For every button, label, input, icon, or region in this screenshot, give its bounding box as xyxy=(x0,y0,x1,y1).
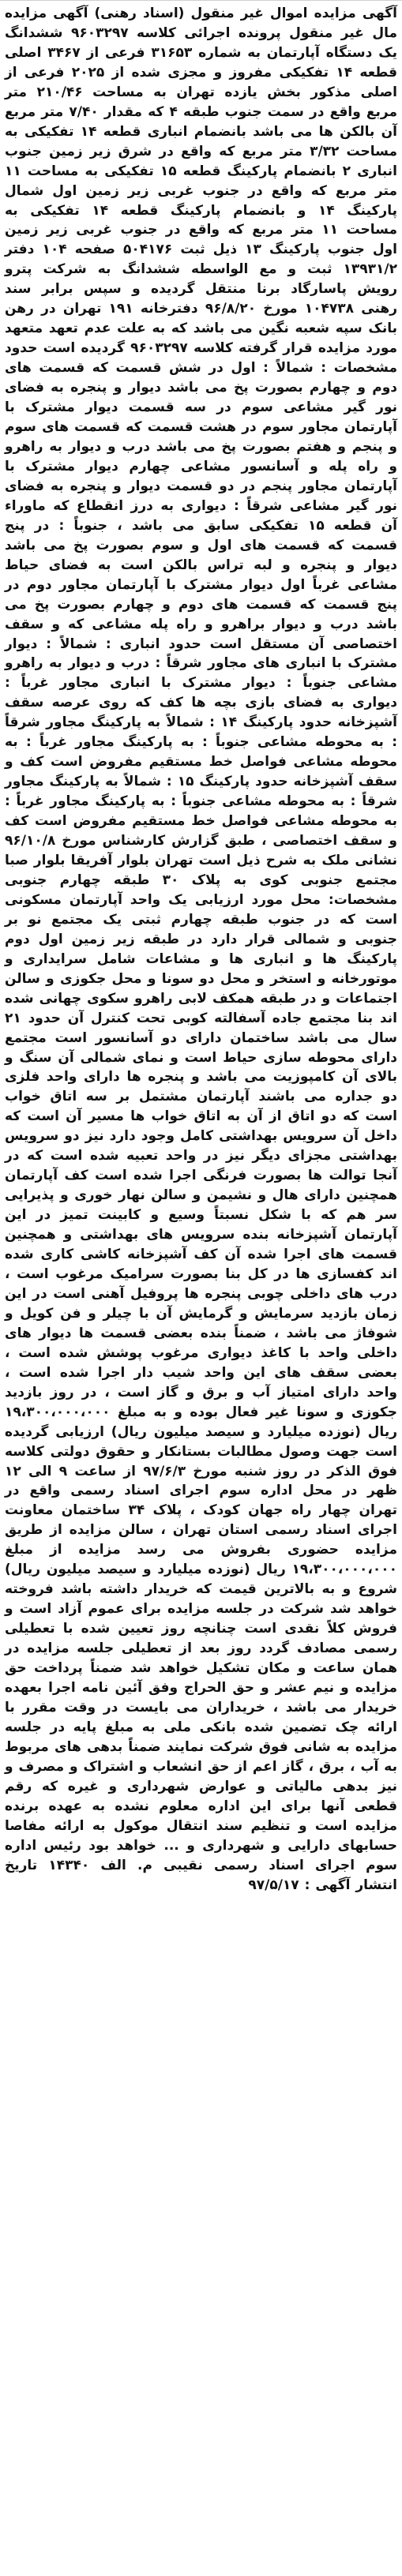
notice-body-text: آگهی مزایده اموال غیر منقول (اسناد رهنی) آگهی مزایده مال غیر منقول پرونده اجرائی کلاسه ۹۶۰۳۲۹۷ ششدانگ یک دستگاه آپارتمان به شماره ۳۱۶۵۳ فرعی از ۳۴۶۷ اصلی قطعه ۱۴ تفکیکی مفروز و مجزی شده از ۲۰۲۵ فرعی از اصلی مذکور بخش یازده تهران به مساحت ۲۱۰/۴۶ متر مربع واقع در سمت جنوب طبقه ۴ که مقدار ۷/۴۰ متر مربع آن بالکن ها می باشد بانضمام انباری قطعه ۱۴ تفکیکی به مساحت ۳/۳۲ متر مربع که واقع در شرق زیر زمین جنوب انباری ۲ بانضمام پارکینگ قطعه ۱۵ تفکیکی به مساحت ۱۱ متر مربع که واقع در جنوب غربی زیر زمین اول شمال پارکینگ ۱۴ و بانضمام پارکینگ قطعه ۱۴ تفکیکی به مساحت ۱۱ متر مربع که واقع در جنوب غربی زیر زمین اول جنوب پارکینگ ۱۳ ذیل ثبت ۵۰۴۱۷۶ صفحه ۱۰۴ دفتر ۱۳۹۳۱/۲ ثبت و مع الواسطه ششدانگ به شرکت پترو رویش پاسارگاد برنا منتقل گردیده و سپس برابر سند رهنی ۱۰۴۷۳۸ مورخ ۹۶/۸/۲۰ دفترخانه ۱۹۱ تهران در رهن بانک سپه شعبه نگین می باشد که به علت عدم تعهد متعهد مورد مزایده قرار گرفته کلاسه ۹۶۰۳۲۹۷ گردیده است حدود مشخصات : شمالاً : اول در شش قسمت که قسمت های دوم و چهارم بصورت پخ می باشد دیوار و پنجره به فضای نور گیر مشاعی سوم در سه قسمت دیوار مشترک با آپارتمان مجاور سوم در هشت قسمت که قسمت های سوم و پنجم و هفتم بصورت پخ می باشد درب و دیوار به راهرو و راه پله و آسانسور مشاعی چهارم دیوار مشترک با آپارتمان مجاور پنجم در دو قسمت دیوار و پنجره به فضای نور گیر مشاعی شرقاً : دیواری به درز انقطاع که ماوراء آن قطعه ۱۵ تفکیکی سابق می باشد ، جنوباً : در پنج قسمت که قسمت های اول و سوم بصورت پخ می باشد دیوار و پنجره و لبه تراس بالکن است به فضای حیاط مشاعی غرباً اول دیوار مشترک با آپارتمان مجاور دوم در پنج قسمت که قسمت های دوم و چهارم بصورت پخ می باشد درب و دیوار براهرو و راه پله مشاعی که و سقف اختصاصی آن مستقل است حدود انباری : شمالاً : دیوار مشترک با انباری های مجاور شرقاً : درب و دیوار به راهرو مشاعی جنوباً : دیوار مشترک با انباری مجاور غرباً : دیواری به فضای بازی بچه ها کف که روی عرصه سقف آشپزخانه حدود پارکینگ ۱۴ : شمالاً به پارکینگ مجاور شرقاً : به محوطه مشاعی جنوباً : به پارکینگ مجاور غرباً : به محوطه مشاعی فواصل خط مستقیم مفروض است کف و سقف آشپزخانه حدود پارکینگ ۱۵ : شمالاً به پارکینگ مجاور شرقاً : به محوطه مشاعی جنوباً : به پارکینگ مجاور غرباً : به محوطه مشاعی فواصل خط مستقیم مفروض است کف و سقف اختصاصی ، طبق گزارش کارشناس مورخ ۹۶/۱۰/۸ نشانی ملک به شرح ذیل است تهران بلوار آفریقا بلوار صبا مجتمع جنوبی کوی به پلاک ۳۰ طبقه چهارم جنوبی مشخصات: محل مورد ارزیابی یک واحد آپارتمان مسکونی است که در جنوب طبقه چهارم ثبتی یک مجتمع نو بر جنوبی و شمالی قرار دارد در طبقه زیر زمین اول دوم پارکینگ ها و انباری ها و مشاعات شامل سرایداری و موتورخانه و استخر و محل دو سونا و محل جکوزی و سالن اجتماعات و در طبقه همکف لابی راهرو سکوی چهانی شده اند بنا مجتمع جاده آسفالته کوبی تحت کنترل آن حدود ۲۱ سال می باشد ساختمان دارای دو آسانسور است مجتمع دارای محوطه سازی حیاط است و نمای شمالی آن سنگ و بالای آن کامپوزیت می باشد و پنجره ها دارای واحد فلزی دو جداره می باشند آپارتمان مشتمل بر سه اتاق خواب است که دو اتاق از آن به اتاق خواب ها مسیر آن است که داخل آن سرویس بهداشتی کامل وجود دارد نیز دو سرویس بهداشتی مجزای دیگر نیز در واحد تعبیه شده است که در آنجا توالت ها بصورت فرنگی اجرا شده است کف آپارتمان همچنین دارای هال و نشیمن و سالن نهار خوری و پذیرایی سر هم که با شکل نسبتاً وسیع و کابینت تمیز در این آپارتمان آشپزخانه بنده سرویس های بهداشتی و همچنین قسمت های اجرا شده آن کف آشپزخانه کاشی کاری شده اند کفسازی ها در کل بنا بصورت سرامیک مرغوب است ، درب های داخلی چوبی پنجره ها پروفیل آهنی است در این زمان بازدید سرمایش و گرمایش آن با چیلر و فن کویل و شوفاژ می باشد ، ضمناً بنده بعضی قسمت ها دیوار های داخلی واحد با کاغذ دیواری مرغوب پوشش شده است ، بعضی سقف های این واحد شیب دار اجرا شده است ، واحد دارای امتیاز آب و برق و گاز است ، در روز بازدید جکوزی و سونا غیر فعال بوده و به مبلغ ۱۹،۳۰۰،۰۰۰،۰۰۰ ریال (نوزده میلیارد و سیصد میلیون ریال) ارزیابی گردیده است جهت وصول مطالبات بستانکار و حقوق دولتی کلاسه فوق الذکر در روز شنبه مورخ ۹۷/۶/۳ از ساعت ۹ الی ۱۲ ظهر در محل اداره سوم اجرای اسناد رسمی واقع در تهران چهار راه جهان کودک ، پلاک ۳۴ ساختمان معاونت اجرای اسناد رسمی استان تهران ، سالن مزایده از طریق مزایده حضوری بفروش می رسد مزایده از مبلغ ۱۹،۳۰۰،۰۰۰،۰۰۰ ریال (نوزده میلیارد و سیصد میلیون ریال) شروع و به بالاترین قیمت که خریدار داشته باشد فروخته خواهد شد شرکت در جلسه مزایده برای عموم آزاد است و فروش کلاً نقدی است چنانچه روز تعیین شده با تعطیلی رسمی مصادف گردد روز بعد از تعطیلی جلسه مزایده در همان ساعت و مکان تشکیل خواهد شد ضمناً پرداخت حق مزایده و نیم عشر و حق الحراج وفق آئین نامه اجرا بعهده خریدار می باشد ، خریداران می بایست در وقت مقرر با ارائه چک تضمین شده بانکی ملی به مبلغ پایه در جلسه مزایده به شانی فوق شرکت نمایند ضمناً بدهی های مربوط به آب ، برق ، گاز اعم از حق انشعاب و اشتراک و مصرف و نیز بدهی مالیاتی و عوارض شهرداری و غیره که رقم قطعی آنها برای این اداره معلوم نشده به عهده برنده مزایده است و تنظیم سند انتقال موکول به ارائه مفاصا حسابهای دارایی و شهرداری و ... خواهد بود رئیس اداره سوم اجرای اسناد رسمی نقیبی م. الف ۱۴۳۴۰ تاریخ انتشار آگهی : ۹۷/۵/۱۷ xyxy=(5,6,398,1893)
